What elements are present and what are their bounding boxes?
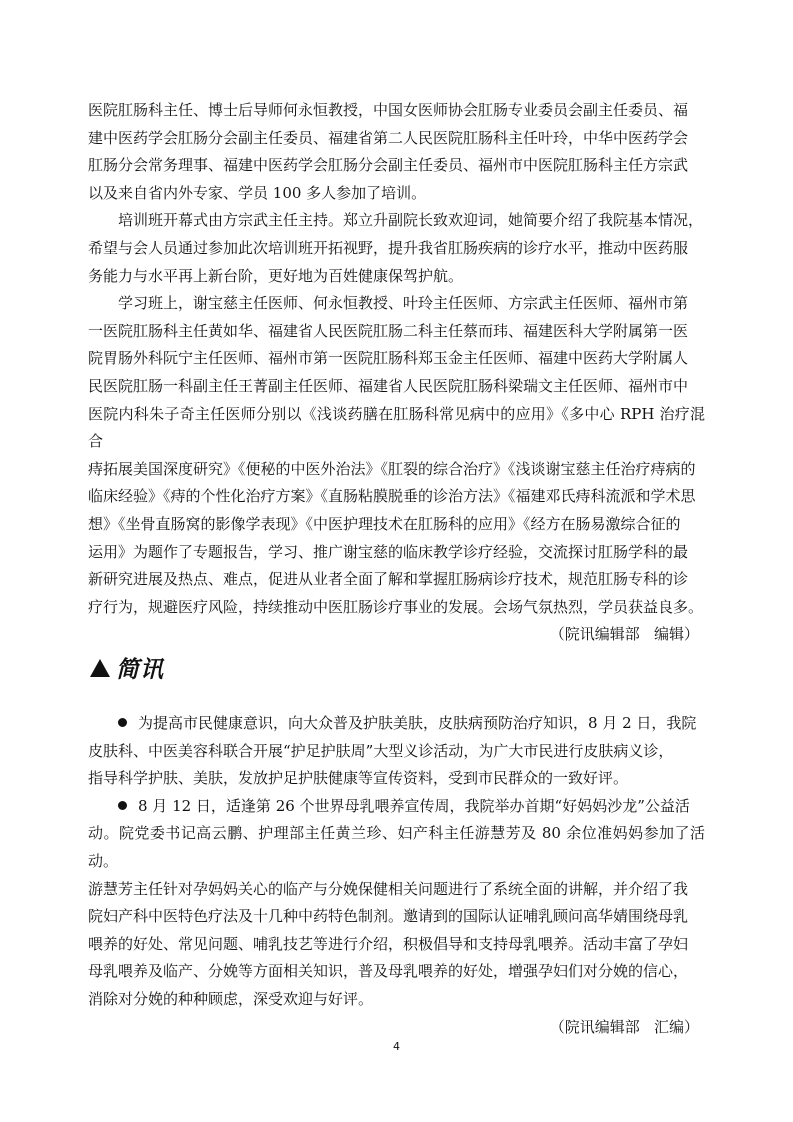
bullet-icon [118, 718, 127, 727]
news-item-2-text: 8 月 12 日，适逢第 26 个世界母乳喂养宣传周，我院举办首期“好妈妈沙龙”公益活 动。院党委书记高云鹏、护理部主任黄兰珍、妇产科主任游慧芳及 80 余位准妈妈参加了活动。 游慧芳主任针对孕妈妈关心的临产与分娩保健相关问题进行了系统全面的讲解，并介绍了我 院妇产科中医特色疗法及十几种中药特色制剂。邀请到的国际认证哺乳顾问高华婧围绕母乳 喂养的好处、常见问题、哺乳技艺等进行介绍，积极倡导和支持母乳喂养。活动丰富了孕妇 母乳喂养及临产、分娩等方面相关知识，普及母乳喂养的好处，增强孕妇们对分娩的信心， 消除对分娩的种种顾虑，深受欢迎与好评。 [88, 796, 705, 1008]
article-paragraph-1: 医院肛肠科主任、博士后导师何永恒教授，中国女医师协会肛肠专业委员会副主任委员、福 建中医药学会肛肠分会副主任委员、福建省第二人民医院肛肠科主任叶玲，中华中医药学会 肛肠分会常务理事、福建中医药学会肛肠分会副主任委员、福州市中医院肛肠科主任方宗武 以及来自省内外专家、学员 100 多人参加了培训。 [88, 101, 689, 202]
article-body [88, 97, 705, 649]
news-item-1 [88, 710, 705, 793]
news-signature: （院讯编辑部 汇编） [549, 1017, 699, 1036]
news-item-2 [88, 793, 705, 1014]
article-signature: （院讯编辑部 编辑） [549, 625, 699, 644]
bullet-icon [118, 801, 127, 810]
news-body [88, 710, 705, 1041]
article-paragraph-3: 学习班上，谢宝慈主任医师、何永恒教授、叶玲主任医师、方宗武主任医师、福州市第 一医院肛肠科主任黄如华、福建省人民医院肛肠二科主任蔡而玮、福建医科大学附属第一医 院胃肠外科阮宁主任医师、福州市第一医院肛肠科郑玉金主任医师、福建中医药大学附属人 民医院肛肠一科副主任王菁副主任医师、福建省人民医院肛肠科梁瑞文主任医师、福州市中 医院内科朱子奇主任医师分别以《浅谈药膳在肛肠科常见病中的应用》《多中心 RPH 治疗混合 痔拓展美国深度研究》《便秘的中医外治法》《肛裂的综合治疗》《浅谈谢宝慈主任治疗痔病的 临床经验》《痔的个性化治疗方案》《直肠粘膜脱垂的诊治方法》《福建邓氏痔科流派和学术思 想》《坐骨直肠窝的影像学表现》《中医护理技术在肛肠科的应用》《经方在肠易激综合征的 运用》为题作了专题报告，学习、推广谢宝慈的临床教学诊疗经验，交流探讨肛肠学科的最 新研究进展及热点、难点，促进从业者全面了解和掌握肛肠病诊疗技术，规范肛肠专科的诊 疗行为，规避医疗风险，持续推动中医肛肠诊疗事业的发展。会场气氛热烈，学员获益良多。 [88, 294, 705, 616]
news-title-text: 简讯 [116, 656, 164, 683]
news-section-title [90, 651, 164, 684]
news-item-1-text: 为提高市民健康意识，向大众普及护肤美肤，皮肤病预防治疗知识，8 月 2 日，我院 皮肤科、中医美容科联合开展“护足护肤周”大型义诊活动，为广大市民进行皮肤病义诊， 指导科学护肤、美肤，发放护足护肤健康等宣传资料，受到市民群众的一致好评。 [88, 714, 697, 788]
page-number: 4 [393, 1040, 400, 1053]
article-paragraph-2: 培训班开幕式由方宗武主任主持。郑立升副院长致欢迎词，她简要介绍了我院基本情况， 希望与会人员通过参加此次培训班开拓视野，提升我省肛肠疾病的诊疗水平，推动中医药服 务能力与水平再上新台阶，更好地为百姓健康保驾护航。 [88, 211, 704, 285]
triangle-icon [90, 659, 110, 677]
